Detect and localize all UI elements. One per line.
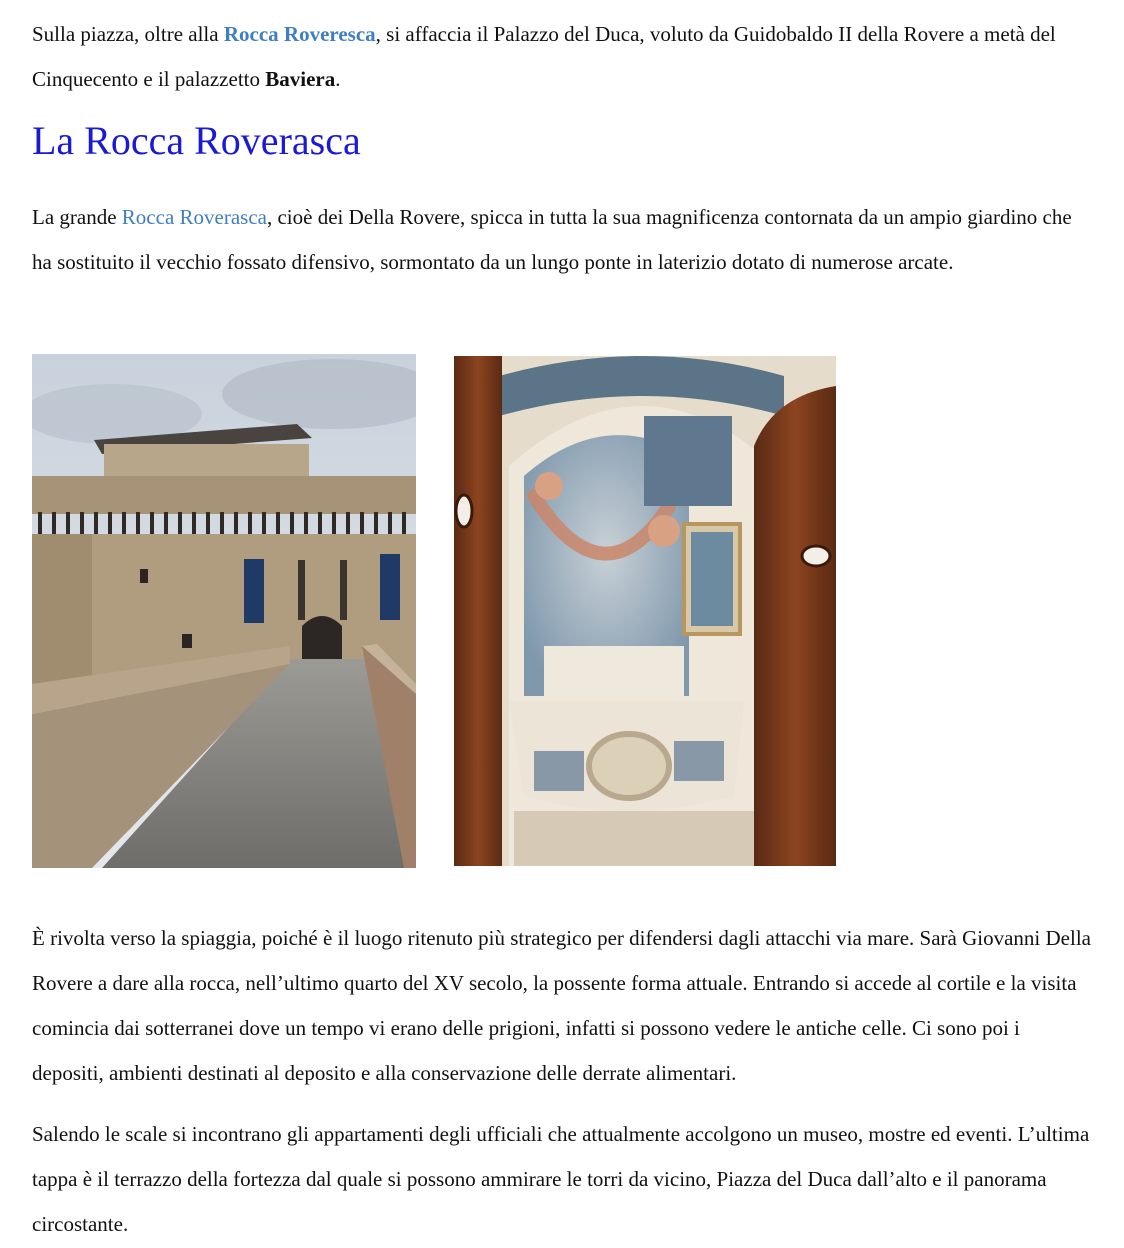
desc-text-a: La grande	[32, 205, 122, 229]
intro-text-c: .	[335, 67, 341, 91]
chapel-fresco-photo[interactable]	[454, 356, 836, 866]
baviera-bold: Baviera	[265, 67, 336, 91]
rocca-roveresca-link[interactable]: Rocca Roveresca	[223, 22, 376, 46]
rocca-roverasca-link[interactable]: Rocca Roverasca	[121, 205, 267, 229]
fortress-photo[interactable]	[32, 354, 416, 868]
intro-paragraph	[32, 12, 1092, 102]
intro-text-a: Sulla piazza, oltre alla	[32, 22, 224, 46]
section-heading: La Rocca Roverasca	[32, 118, 361, 163]
desc-text-b: , cioè dei Della Rovere, spicca in tutta la sua magnificenza contornata da un ampio giardino che ha sostituito il vecchio fossato difensivo, sormontato da un lungo ponte in laterizio dotato di numerose arcate.	[32, 205, 1072, 274]
visit-paragraph: Salendo le scale si incontrano gli appartamenti degli ufficiali che attualmente accolgono un museo, mostre ed eventi. L’ultima tappa è il terrazzo della fortezza dal quale si possono ammirare le torri da vicino, Piazza del Duca dall’alto e il panorama circostante.	[32, 1122, 1090, 1236]
history-paragraph: È rivolta verso la spiaggia, poiché è il luogo ritenuto più strategico per difendersi dagli attacchi via mare. Sarà Giovanni Della Rovere a dare alla rocca, nell’ultimo quarto del XV secolo, la possente forma attuale. Entrando si accede al cortile e la visita comincia dai sotterranei dove un tempo vi erano delle prigioni, infatti si possono vedere le antiche celle. Ci sono poi i depositi, ambienti destinati al deposito e alla conservazione delle derrate alimentari.	[32, 926, 1091, 1085]
intro-text-b: , si affaccia il Palazzo del Duca, voluto da Guidobaldo II della Rovere a metà del Cinquecento e il palazzetto	[32, 22, 1056, 91]
rocca-description-paragraph	[32, 195, 1092, 285]
